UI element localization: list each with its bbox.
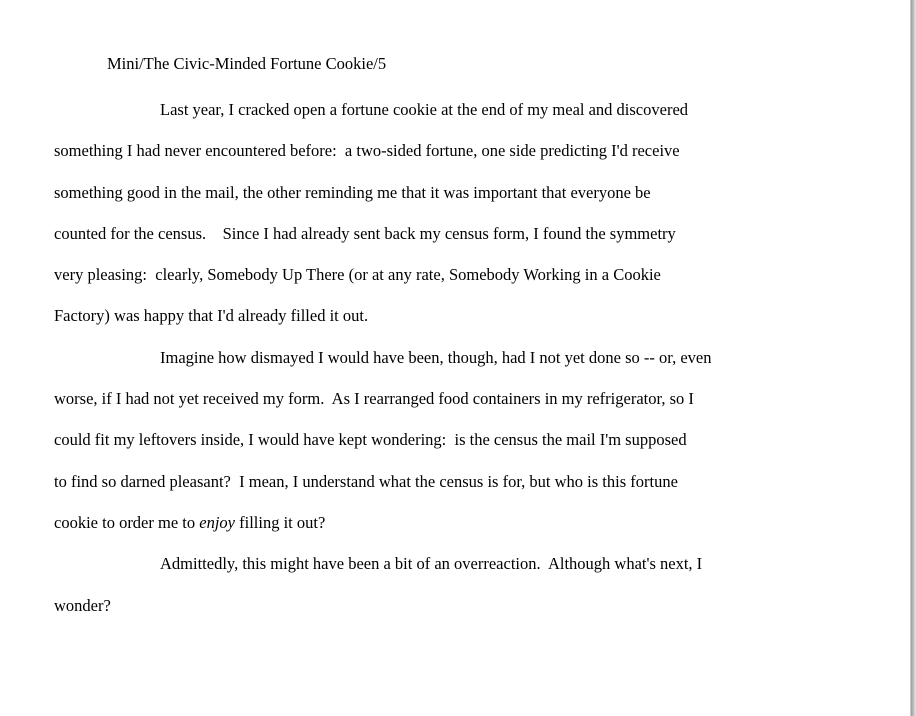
paragraph-1 bbox=[54, 89, 807, 337]
paragraph-1-line-5: very pleasing: clearly, Somebody Up There (or at any rate, Somebody Working in a Cookie bbox=[54, 265, 661, 285]
paragraph-2-line-5-before: cookie to order me to bbox=[54, 512, 200, 532]
paragraph-2 bbox=[54, 337, 807, 543]
paragraph-1-line-6: Factory) was happy that I'd already filled it out. bbox=[54, 306, 369, 326]
document-body bbox=[54, 50, 807, 626]
paragraph-2-line-4: to find so darned pleasant? I mean, I understand what the census is for, but who is this fortune bbox=[54, 471, 678, 491]
paragraph-2-line-2: worse, if I had not yet received my form. As I rearranged food containers in my refrigerator, so I bbox=[54, 389, 694, 409]
running-head: Mini/The Civic-Minded Fortune Cookie/5 bbox=[107, 54, 387, 73]
paragraph-3-line-2: wonder? bbox=[54, 595, 111, 615]
paragraph-1-line-4: counted for the census. Since I had already sent back my census form, I found the symmetry bbox=[54, 223, 676, 243]
paragraph-2-line-5 bbox=[54, 502, 807, 543]
page-edge-shadow bbox=[911, 0, 916, 716]
paragraph-2-line-5-after: filling it out? bbox=[234, 512, 326, 532]
paragraph-2-line-3: could fit my leftovers inside, I would have kept wondering: is the census the mail I'm supposed bbox=[54, 430, 687, 450]
emphasis-enjoy: enjoy bbox=[199, 512, 235, 532]
paragraph-1-line-1: Last year, I cracked open a fortune cookie at the end of my meal and discovered bbox=[160, 100, 689, 119]
paragraph-3 bbox=[54, 543, 807, 626]
paragraph-1-line-2: something I had never encountered before: a two-sided fortune, one side predicting I'd receive bbox=[54, 141, 680, 161]
paragraph-3-line-1: Admittedly, this might have been a bit of an overreaction. Although what's next, I bbox=[160, 554, 703, 574]
paragraph-1-line-3: something good in the mail, the other reminding me that it was important that everyone be bbox=[54, 182, 651, 202]
paragraph-2-line-1: Imagine how dismayed I would have been, though, had I not yet done so -- or, even bbox=[160, 347, 712, 367]
